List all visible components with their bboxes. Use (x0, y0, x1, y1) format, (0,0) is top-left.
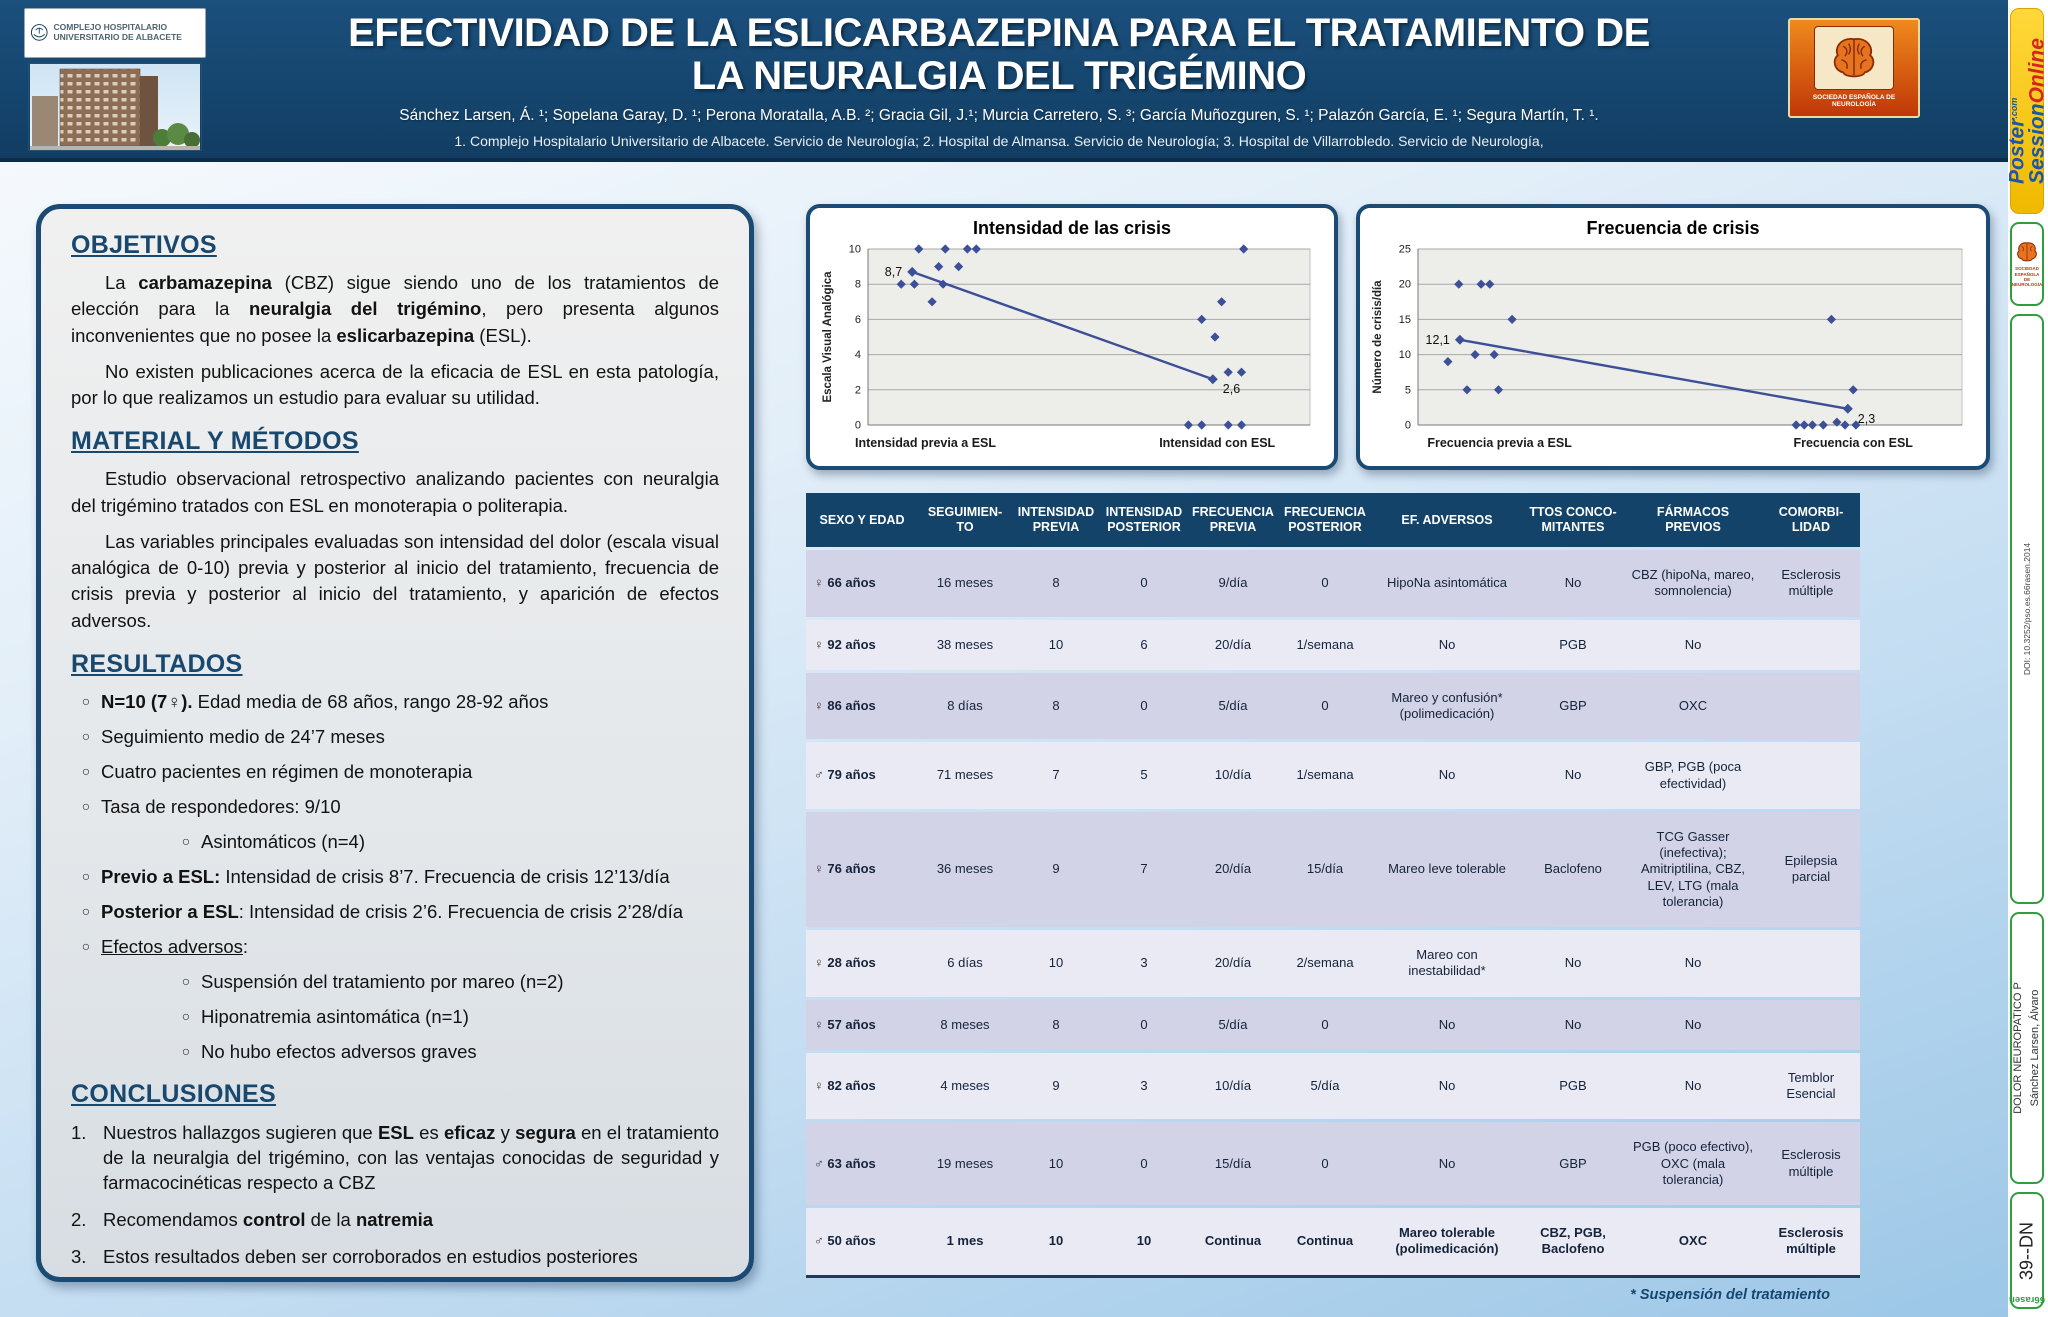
item-text (103, 1208, 433, 1233)
table-cell: 10/día (1188, 742, 1278, 809)
svg-text:Escala Visual Analógica: Escala Visual Analógica (822, 271, 834, 403)
table-cell: 10/día (1188, 1053, 1278, 1120)
bullet-text (201, 970, 564, 994)
table-cell: Esclerosis múltiple (1762, 1122, 1860, 1205)
text-segment: Hiponatremia asintomática (n=1) (201, 1006, 469, 1028)
bullet-icon: ○ (81, 938, 91, 955)
table-cell: 1 mes (918, 1208, 1012, 1278)
text-segment: segura (515, 1122, 576, 1144)
text-segment: N=10 (7♀). (101, 690, 193, 712)
table-row (806, 620, 1860, 670)
topic-author: Sánchez Larsen, Álvaro (2029, 989, 2041, 1107)
table-cell: No (1624, 930, 1762, 997)
sex-icon: ♀ (814, 955, 824, 971)
item-number: 2. (71, 1209, 87, 1231)
header-center (230, 0, 1768, 158)
table-cell: Mareo y confusión* (polimedicación) (1372, 673, 1522, 740)
title-line-1: EFECTIVIDAD DE LA ESLICARBAZEPINA PARA EL TRATAMIENTO DE (348, 11, 1650, 55)
table-cell: 0 (1100, 1122, 1188, 1205)
table-cell: No (1522, 550, 1624, 617)
cell-sexo-edad (806, 930, 918, 997)
bullet-icon: ○ (81, 798, 91, 815)
text-segment: Suspensión del tratamiento por mareo (n=2) (201, 971, 564, 993)
svg-text:Frecuencia previa a ESL: Frecuencia previa a ESL (1427, 436, 1572, 450)
table-cell: 5/día (1278, 1053, 1372, 1120)
poster-code-2: 66rasen (2009, 1294, 2045, 1305)
svg-text:20: 20 (1398, 278, 1411, 291)
hospital-logo-text: COMPLEJO HOSPITALARIO UNIVERSITARIO DE ALBACETE (53, 22, 182, 42)
sen-logo-small (2010, 222, 2044, 306)
table-cell: 15/día (1278, 812, 1372, 927)
table-cell: No (1372, 1053, 1522, 1120)
footnote: * Suspensión del tratamiento (1630, 1286, 1830, 1303)
bullet-text (101, 935, 248, 959)
logo-session: Session (2025, 103, 2048, 184)
text-segment: Efectos adversos (101, 936, 243, 958)
hospital-logo (24, 8, 206, 58)
table-cell: 20/día (1188, 812, 1278, 927)
table-cell: No (1624, 620, 1762, 670)
text-segment: es (413, 1122, 444, 1144)
poster-code: 39--DN (2016, 1221, 2037, 1280)
content (0, 162, 2008, 1317)
table-cell (1762, 673, 1860, 740)
svg-text:Frecuencia con ESL: Frecuencia con ESL (1793, 436, 1913, 450)
table-cell (1762, 620, 1860, 670)
table-cell: 0 (1100, 673, 1188, 740)
table-cell: 0 (1100, 550, 1188, 617)
table-cell: Esclerosis múltiple (1762, 550, 1860, 617)
doi-text: DOI: 10.3252/pso.es.66rasen.2014 (2022, 542, 2032, 676)
svg-text:25: 25 (1398, 243, 1411, 256)
affiliations-line: 1. Complejo Hospitalario Universitario de Albacete. Servicio de Neurología; 2. Hospital de Almansa. Servicio de Neurología; 3. Hospital de Villarrobledo. Servicio de Neurología, (454, 133, 1544, 150)
sex-icon: ♀ (814, 1077, 824, 1093)
bullet-text (101, 690, 548, 714)
table-cell: 10 (1100, 1208, 1188, 1278)
table-cell: 9 (1012, 1053, 1100, 1120)
text-segment: Intensidad de crisis 8’7. Frecuencia de crisis 12’13/día (220, 866, 670, 888)
table-cell: PGB (1522, 1053, 1624, 1120)
column-header: INTENSIDAD POSTERIOR (1100, 493, 1188, 547)
hospital-photo (28, 63, 202, 151)
paragraph (71, 359, 719, 412)
text-segment: Estudio observacional retrospectivo analizando pacientes con neuralgia del trigémino tratados con ESL en monoterapia o politerapia. (71, 468, 719, 516)
age-value: 82 años (823, 1077, 876, 1093)
svg-text:0: 0 (854, 419, 861, 432)
item-number: 3. (71, 1246, 87, 1268)
svg-text:12,1: 12,1 (1425, 332, 1450, 347)
bullet-item (71, 760, 719, 784)
svg-text:6: 6 (854, 313, 861, 326)
cell-sexo-edad (806, 742, 918, 809)
bullet-text (201, 1005, 469, 1029)
sex-icon: ♀ (814, 1016, 824, 1032)
table-cell: 20/día (1188, 620, 1278, 670)
topic-box (2010, 912, 2044, 1184)
text-segment: carbamazepina (138, 272, 272, 293)
table-cell: 0 (1278, 673, 1372, 740)
sen-logo-inner (1814, 26, 1894, 90)
svg-text:Número de crisis/día: Número de crisis/día (1372, 280, 1384, 394)
table-cell: 38 meses (918, 620, 1012, 670)
table-cell: 71 meses (918, 742, 1012, 809)
table-cell: GBP, PGB (poca efectividad) (1624, 742, 1762, 809)
text-segment: Estos resultados deben ser corroborados en estudios posteriores (103, 1246, 638, 1268)
text-segment: (CBZ) sigue siendo uno de los tratamientos de elección para la (71, 272, 720, 320)
logo-com: .com (2008, 97, 2019, 119)
table-cell: Epilepsia parcial (1762, 812, 1860, 927)
text-segment: : Intensidad de crisis 2’6. Frecuencia de crisis 2’28/día (238, 901, 683, 923)
text-segment: Posterior a ESL (101, 901, 239, 923)
svg-text:5: 5 (1404, 384, 1411, 397)
cell-sexo-edad (806, 673, 918, 740)
bullet-icon: ○ (81, 763, 91, 780)
sex-icon: ♂ (814, 767, 824, 783)
text-segment: No hubo efectos adversos graves (201, 1041, 477, 1063)
text-segment: Las variables principales evaluadas son intensidad del dolor (escala visual analógica de 0-10) previa y posterior al inicio del tratamiento, frecuencia de crisis previa y posterior al inicio del tratamiento, y aparición de efectos adversos. (71, 530, 719, 631)
svg-text:10: 10 (848, 243, 861, 256)
text-segment: La (105, 272, 139, 293)
header (0, 0, 2008, 162)
text-segment: Nuestros hallazgos sugieren que (103, 1122, 378, 1144)
age-value: 63 años (823, 1155, 876, 1171)
bullet-text (201, 1040, 477, 1064)
table-cell: GBP (1522, 673, 1624, 740)
table-row (806, 1122, 1860, 1205)
chart-title: Intensidad de las crisis (972, 218, 1172, 238)
bullet-item (71, 970, 719, 994)
authors-line: Sánchez Larsen, Á. ¹; Sopelana Garay, D. ¹; Perona Moratalla, A.B. ²; Gracia Gil, J.¹; Murcia Carretero, S. ³; García Muñozguren, S. ¹; Palazón García, E. ¹; Segura Martín, T. ¹. (399, 107, 1599, 125)
table-cell: 10 (1012, 1208, 1100, 1278)
postersessiononline-logo-text (2007, 38, 2046, 184)
table-zone (806, 490, 1862, 1303)
column-header: FRECUENCIA POSTERIOR (1278, 493, 1372, 547)
table-cell: 6 (1100, 620, 1188, 670)
table-cell: No (1372, 620, 1522, 670)
bullet-icon: ○ (181, 1043, 191, 1060)
topic-text (2010, 982, 2044, 1114)
numbered-item (71, 1208, 719, 1233)
text-segment: control (242, 1209, 306, 1231)
bullet-icon: ○ (81, 903, 91, 920)
text-segment: ESL (377, 1122, 414, 1144)
sen-small-text: SOCIEDAD ESPAÑOLA DE NEUROLOGÍA (2011, 266, 2043, 288)
chart-intensidad-card (806, 204, 1338, 470)
age-value: 76 años (823, 861, 876, 877)
bullet-text (101, 900, 683, 924)
bullet-item (71, 1005, 719, 1029)
bullet-item (71, 725, 719, 749)
text-segment: Asintomáticos (n=4) (201, 831, 365, 853)
item-number: 1. (71, 1122, 87, 1144)
table-row (806, 1208, 1860, 1278)
table-cell: 2/semana (1278, 930, 1372, 997)
logo-online: Online (2025, 38, 2048, 104)
bullet-text (101, 865, 670, 889)
column-header: SEXO Y EDAD (806, 493, 918, 547)
text-segment: (ESL). (474, 324, 532, 346)
table-cell: 3 (1100, 930, 1188, 997)
bullet-icon: ○ (181, 973, 191, 990)
sex-icon: ♀ (814, 575, 824, 591)
bullet-item (71, 795, 719, 819)
chart-title: Frecuencia de crisis (1586, 218, 1760, 238)
bullet-item (71, 900, 719, 924)
age-value: 92 años (823, 636, 876, 652)
table-cell: Esclerosis múltiple (1762, 1208, 1860, 1278)
sex-icon: ♀ (814, 697, 824, 713)
table-cell: No (1372, 1000, 1522, 1050)
table-cell: Continua (1278, 1208, 1372, 1278)
paragraph (71, 466, 719, 519)
age-value: 50 años (823, 1233, 876, 1249)
table-cell: PGB (1522, 620, 1624, 670)
table-cell: 9/día (1188, 550, 1278, 617)
text-segment: Cuatro pacientes en régimen de monoterapia (101, 761, 473, 783)
age-value: 79 años (823, 767, 876, 783)
table-cell: OXC (1624, 1208, 1762, 1278)
text-segment: , pero presenta algunos inconvenientes que no posee la (71, 298, 719, 346)
bullet-icon: ○ (81, 868, 91, 885)
bullet-icon: ○ (181, 1008, 191, 1025)
svg-text:2: 2 (854, 384, 861, 397)
chart-frecuencia-card (1356, 204, 1990, 470)
table-cell: Mareo con inestabilidad* (1372, 930, 1522, 997)
text-segment: y (495, 1122, 516, 1144)
table-cell: Mareo leve tolerable (1372, 812, 1522, 927)
table-header-row (806, 493, 1860, 547)
svg-text:15: 15 (1398, 313, 1411, 326)
code-box (2010, 1192, 2044, 1309)
table-cell: HipoNa asintomática (1372, 550, 1522, 617)
item-text (103, 1245, 638, 1270)
age-value: 66 años (823, 575, 876, 591)
column-header: INTENSIDAD PREVIA (1012, 493, 1100, 547)
table-cell: 5 (1100, 742, 1188, 809)
item-text (103, 1121, 719, 1196)
sidebar (2005, 0, 2048, 1317)
table-row (806, 1000, 1860, 1050)
chart-intensidad-plot (818, 241, 1326, 459)
bullet-text (101, 795, 341, 819)
table-row (806, 930, 1860, 997)
table-cell: OXC (1624, 673, 1762, 740)
paragraph (71, 529, 719, 634)
bullet-text (101, 725, 385, 749)
numbered-item (71, 1121, 719, 1196)
table-cell: No (1372, 742, 1522, 809)
table-cell: GBP (1522, 1122, 1624, 1205)
table-cell: Temblor Esencial (1762, 1053, 1860, 1120)
table-cell: 15/día (1188, 1122, 1278, 1205)
chart-frecuencia-plot (1368, 241, 1978, 459)
table-cell: 19 meses (918, 1122, 1012, 1205)
table-cell: 8 meses (918, 1000, 1012, 1050)
text-segment: Seguimiento medio de 24’7 meses (101, 725, 385, 747)
left-panel (36, 204, 754, 1282)
table-cell: No (1624, 1000, 1762, 1050)
table-cell: 36 meses (918, 812, 1012, 927)
table-cell: 10 (1012, 930, 1100, 997)
table-cell: 5/día (1188, 1000, 1278, 1050)
sex-icon: ♀ (814, 636, 824, 652)
svg-text:10: 10 (1398, 349, 1411, 362)
text-segment: en el tratamiento de la neuralgia del trigémino, con las ventajas conocidas de seguridad y farmacocinéticas respecto a CBZ (103, 1122, 719, 1194)
numbered-item (71, 1245, 719, 1270)
bullet-text (201, 830, 365, 854)
table-cell (1762, 930, 1860, 997)
table-cell: 0 (1278, 1000, 1372, 1050)
table-cell: 1/semana (1278, 620, 1372, 670)
table-cell: No (1372, 1122, 1522, 1205)
column-header: FRECUENCIA PREVIA (1188, 493, 1278, 547)
svg-text:8,7: 8,7 (884, 264, 903, 279)
brain-icon (1827, 34, 1881, 82)
cell-sexo-edad (806, 1053, 918, 1120)
text-segment: eficaz (443, 1122, 496, 1144)
table-cell: 7 (1012, 742, 1100, 809)
table-cell: 8 (1012, 550, 1100, 617)
bullet-icon: ○ (81, 692, 91, 709)
table-row (806, 673, 1860, 740)
svg-text:8: 8 (854, 278, 861, 291)
section-heading: MATERIAL Y MÉTODOS (71, 427, 359, 456)
table-cell: 20/día (1188, 930, 1278, 997)
cell-sexo-edad (806, 620, 918, 670)
section-heading: OBJETIVOS (71, 231, 217, 259)
hospital-emblem-icon (29, 16, 50, 50)
table-cell: No (1522, 930, 1624, 997)
table-cell: Mareo tolerable (polimedicación) (1372, 1208, 1522, 1278)
postersessiononline-logo (2005, 8, 2048, 214)
table-cell (1762, 742, 1860, 809)
sex-icon: ♂ (814, 1155, 824, 1171)
age-value: 86 años (823, 697, 876, 713)
table-row (806, 550, 1860, 617)
table-cell: CBZ (hipoNa, mareo, somnolencia) (1624, 550, 1762, 617)
svg-text:2,3: 2,3 (1857, 411, 1876, 426)
header-right (1768, 0, 2008, 158)
column-header: COMORBI-LIDAD (1762, 493, 1860, 547)
svg-text:4: 4 (854, 349, 861, 362)
svg-text:Intensidad previa a ESL: Intensidad previa a ESL (854, 436, 997, 450)
svg-text:2,6: 2,6 (1222, 382, 1241, 397)
column-header: EF. ADVERSOS (1372, 493, 1522, 547)
sections (71, 231, 719, 1270)
svg-text:0: 0 (1404, 419, 1411, 432)
table-cell: 10 (1012, 620, 1100, 670)
text-segment: de la (305, 1209, 356, 1231)
column-header: TTOS CONCO-MITANTES (1522, 493, 1624, 547)
bullet-text (101, 760, 472, 784)
table-cell: CBZ, PGB, Baclofeno (1522, 1208, 1624, 1278)
table-cell: 5/día (1188, 673, 1278, 740)
cell-sexo-edad (806, 1122, 918, 1205)
table-cell: 0 (1100, 1000, 1188, 1050)
table-row (806, 812, 1860, 927)
table-cell: No (1522, 742, 1624, 809)
table-cell: TCG Gasser (inefectiva); Amitriptilina, CBZ, LEV, LTG (mala tolerancia) (1624, 812, 1762, 927)
text-segment: neuralgia del trigémino (248, 298, 482, 320)
paragraph (71, 270, 719, 349)
logo-poster: Poster (2005, 118, 2029, 184)
table-cell: 10 (1012, 1122, 1100, 1205)
table-cell (1762, 1000, 1860, 1050)
bullet-item (71, 830, 719, 854)
cell-sexo-edad (806, 812, 918, 927)
table-cell: 0 (1278, 1122, 1372, 1205)
table-cell: PGB (poco efectivo), OXC (mala tolerancia) (1624, 1122, 1762, 1205)
text-segment: Previo a ESL: (101, 866, 221, 888)
sen-logo (1788, 18, 1920, 118)
table-cell: 7 (1100, 812, 1188, 927)
cell-sexo-edad (806, 550, 918, 617)
brain-icon (2014, 240, 2040, 264)
patients-table (806, 490, 1860, 1281)
column-header: SEGUIMIEN-TO (918, 493, 1012, 547)
section-heading: CONCLUSIONES (71, 1080, 277, 1109)
bullet-icon: ○ (81, 727, 91, 744)
doi-box (2010, 314, 2044, 904)
sex-icon: ♀ (814, 861, 824, 877)
text-segment: natremia (355, 1209, 434, 1231)
table-cell: 8 (1012, 1000, 1100, 1050)
table-row (806, 742, 1860, 809)
age-value: 28 años (823, 955, 876, 971)
age-value: 57 años (823, 1016, 876, 1032)
text-segment: Recomendamos (103, 1209, 243, 1231)
table-cell: 9 (1012, 812, 1100, 927)
table-cell: No (1522, 1000, 1624, 1050)
column-header: FÁRMACOS PREVIOS (1624, 493, 1762, 547)
bullet-item (71, 690, 719, 714)
section-heading: RESULTADOS (71, 649, 243, 678)
table-cell: 4 meses (918, 1053, 1012, 1120)
text-segment: Edad media de 68 años, rango 28-92 años (192, 690, 549, 712)
text-segment: eslicarbazepina (336, 324, 475, 346)
bullet-item (71, 935, 719, 959)
table-cell: 3 (1100, 1053, 1188, 1120)
table-cell: 1/semana (1278, 742, 1372, 809)
text-segment: : (242, 936, 249, 958)
bullet-icon: ○ (181, 833, 191, 850)
table-cell: Continua (1188, 1208, 1278, 1278)
poster-title (230, 12, 1768, 98)
bullet-item (71, 865, 719, 889)
svg-text:Intensidad con ESL: Intensidad con ESL (1159, 436, 1276, 450)
table-row (806, 1053, 1860, 1120)
title-line-2: LA NEURALGIA DEL TRIGÉMINO (691, 54, 1307, 99)
sen-logo-text: SOCIEDAD ESPAÑOLA DE NEUROLOGÍA (1812, 94, 1896, 108)
cell-sexo-edad (806, 1208, 918, 1278)
bullet-item (71, 1040, 719, 1064)
table-cell: 8 días (918, 673, 1012, 740)
table-cell: 16 meses (918, 550, 1012, 617)
table-cell: 8 (1012, 673, 1100, 740)
topic-category: DOLOR NEUROPATICO P (2011, 982, 2024, 1114)
text-segment: No existen publicaciones acerca de la eficacia de ESL en esta patología, por lo que realizamos un estudio para evaluar su utilidad. (71, 360, 719, 409)
sex-icon: ♂ (814, 1233, 824, 1249)
table-cell: 6 días (918, 930, 1012, 997)
cell-sexo-edad (806, 1000, 918, 1050)
table-cell: Baclofeno (1522, 812, 1624, 927)
text-segment: Tasa de respondedores: 9/10 (101, 796, 341, 818)
table-cell: No (1624, 1053, 1762, 1120)
table-cell: 0 (1278, 550, 1372, 617)
header-left (0, 0, 230, 158)
